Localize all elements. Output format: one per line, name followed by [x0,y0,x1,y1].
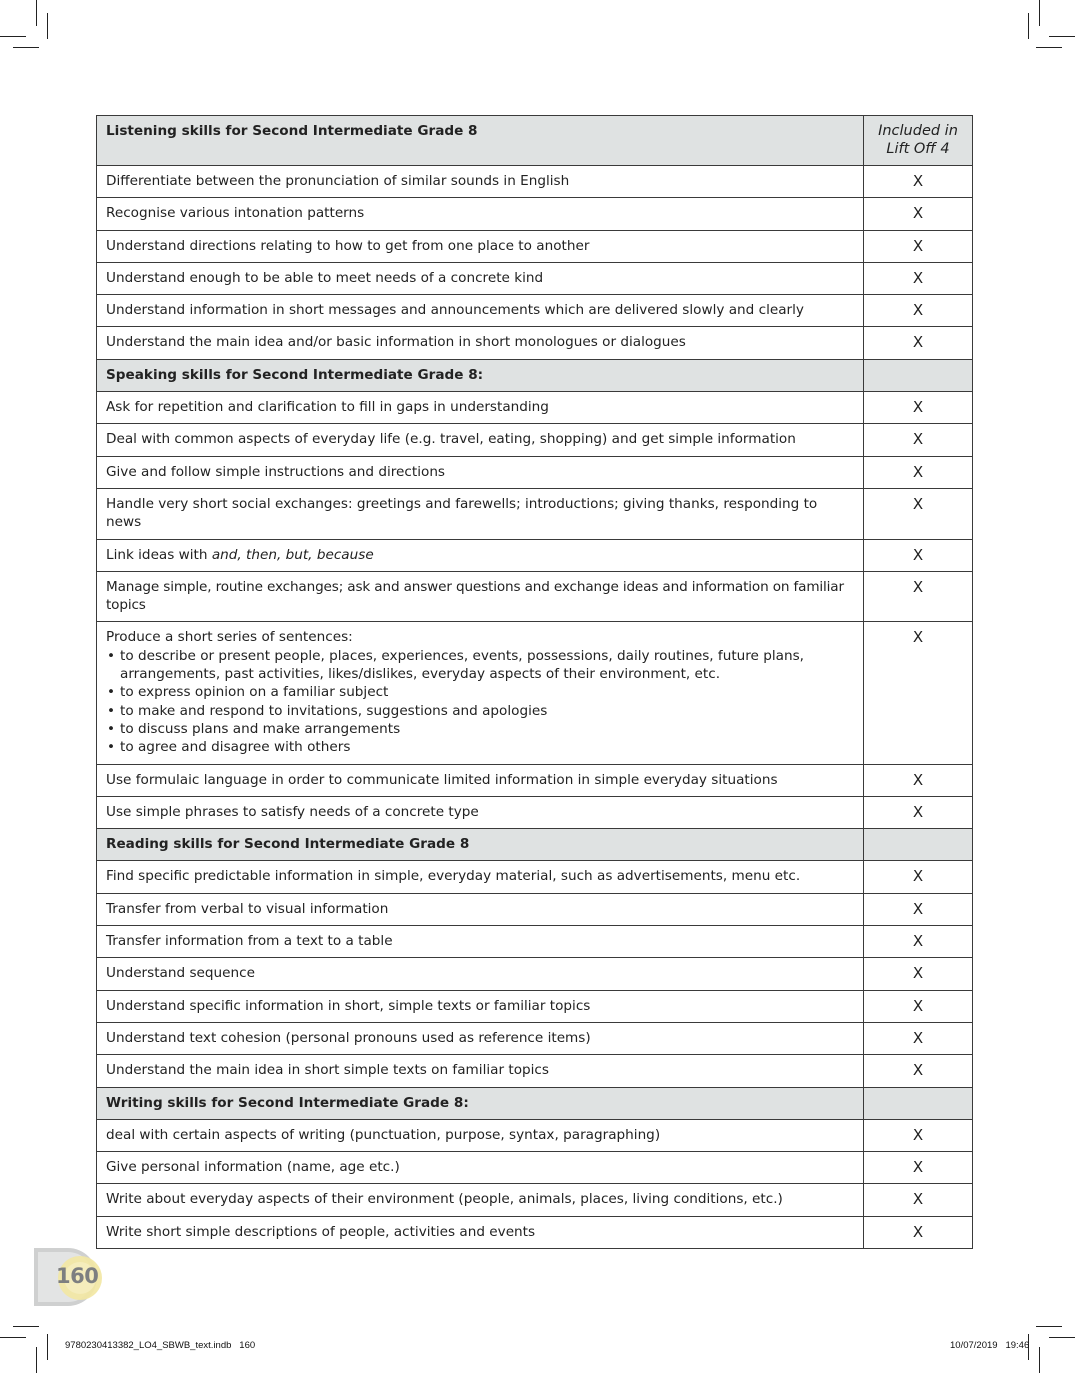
skill-text: Understand specific information in short, simple texts or familiar topics [97,990,864,1022]
bullet-item: • to express opinion on a familiar subject [106,683,854,701]
included-mark: X [864,796,973,828]
included-heading [864,116,973,166]
included-mark: X [864,893,973,925]
crop-mark [1028,13,1029,39]
table-row [97,262,973,294]
produce-bullets [106,647,854,757]
table-row [97,796,973,828]
bullet-item: • to discuss plans and make arrangements [106,720,854,738]
table-row [97,571,973,622]
crop-mark [1039,0,1040,26]
skill-text: Manage simple, routine exchanges; ask and answer questions and exchange ideas and information on familiar topics [97,571,864,622]
crop-mark [0,1337,26,1338]
table-row [97,1055,973,1087]
skill-text: Find specific predictable information in simple, everyday material, such as advertisements, menu etc. [97,861,864,893]
produce-intro: Produce a short series of sentences: [106,629,353,646]
empty-cell [864,359,973,391]
table-row [97,1152,973,1184]
included-mark: X [864,262,973,294]
table-row [97,327,973,359]
table-row [97,539,973,571]
skill-text: Give personal information (name, age etc.) [97,1152,864,1184]
table-row [97,926,973,958]
table-row [97,893,973,925]
table-row [97,488,973,539]
included-mark: X [864,861,973,893]
table-row [97,958,973,990]
crop-mark [0,36,26,37]
section-row-reading [97,829,973,861]
included-mark: X [864,230,973,262]
table-row [97,198,973,230]
skill-text: Recognise various intonation patterns [97,198,864,230]
table-row [97,622,973,764]
table-row [97,456,973,488]
included-mark: X [864,424,973,456]
skill-text: Understand sequence [97,958,864,990]
table-row [97,1022,973,1054]
crop-mark [1049,1337,1075,1338]
table-row [97,295,973,327]
skills-table [96,115,973,1249]
included-mark: X [864,1216,973,1248]
bullet-item: • to describe or present people, places, experiences, events, possessions, daily routines, future plans, arrangements, past activities, likes/dislikes, everyday aspects of their environment, etc. [106,647,854,684]
skill-text: Use formulaic language in order to communicate limited information in simple everyday situations [97,764,864,796]
skill-text: Transfer from verbal to visual information [97,893,864,925]
included-mark: X [864,958,973,990]
included-mark: X [864,1152,973,1184]
crop-mark [1049,36,1075,37]
included-mark: X [864,990,973,1022]
included-mark: X [864,622,973,764]
crop-mark [47,1334,48,1360]
skill-text: Transfer information from a text to a table [97,926,864,958]
included-mark: X [864,198,973,230]
skill-text: Understand information in short messages and announcements which are delivered slowly and clearly [97,295,864,327]
included-line-2: Lift Off 4 [886,141,950,157]
link-prefix: Link ideas with [106,546,212,563]
crop-mark [1039,1347,1040,1373]
page-number: 160 [56,1264,99,1288]
included-mark: X [864,327,973,359]
skill-text: Give and follow simple instructions and directions [97,456,864,488]
included-mark: X [864,764,973,796]
crop-mark [1036,47,1062,48]
skill-text [97,539,864,571]
included-mark: X [864,926,973,958]
skill-text: Handle very short social exchanges: greetings and farewells; introductions; giving thanks, responding to news [97,488,864,539]
included-mark: X [864,1119,973,1151]
included-mark: X [864,1022,973,1054]
table-row [97,424,973,456]
included-line-1: Included in [878,123,958,139]
date-slug: 10/07/2019 19:46 [950,1340,1030,1351]
crop-mark [13,1326,39,1327]
skill-text: Use simple phrases to satisfy needs of a concrete type [97,796,864,828]
skill-text [97,622,864,764]
bullet-item: • to make and respond to invitations, suggestions and apologies [106,702,854,720]
included-mark: X [864,488,973,539]
skill-text: Differentiate between the pronunciation of similar sounds in English [97,166,864,198]
skill-text: Understand the main idea in short simple texts on familiar topics [97,1055,864,1087]
skill-text: Write short simple descriptions of people, activities and events [97,1216,864,1248]
skill-text: Understand enough to be able to meet needs of a concrete kind [97,262,864,294]
crop-mark [47,13,48,39]
included-mark: X [864,539,973,571]
table-row [97,1216,973,1248]
skill-text: Ask for repetition and clarification to fill in gaps in understanding [97,392,864,424]
included-mark: X [864,571,973,622]
skill-text: Deal with common aspects of everyday life (e.g. travel, eating, shopping) and get simple information [97,424,864,456]
listening-heading: Listening skills for Second Intermediate Grade 8 [97,116,864,166]
speaking-heading: Speaking skills for Second Intermediate Grade 8: [97,359,864,391]
crop-mark [36,1347,37,1373]
section-row-writing [97,1087,973,1119]
included-mark: X [864,1184,973,1216]
table-row [97,392,973,424]
included-mark: X [864,456,973,488]
link-words: and, then, but, because [211,546,374,563]
skill-text: Understand text cohesion (personal pronouns used as reference items) [97,1022,864,1054]
table-row [97,1184,973,1216]
section-row-speaking [97,359,973,391]
crop-mark [1036,1326,1062,1327]
empty-cell [864,1087,973,1119]
file-slug: 9780230413382_LO4_SBWB_text.indb 160 [65,1340,256,1351]
included-mark: X [864,295,973,327]
skill-text: Understand directions relating to how to get from one place to another [97,230,864,262]
skill-text: Write about everyday aspects of their environment (people, animals, places, living conditions, etc.) [97,1184,864,1216]
header-row [97,116,973,166]
skill-text: Understand the main idea and/or basic information in short monologues or dialogues [97,327,864,359]
writing-heading: Writing skills for Second Intermediate Grade 8: [97,1087,864,1119]
included-mark: X [864,166,973,198]
table-row [97,990,973,1022]
crop-mark [36,0,37,26]
table-row [97,861,973,893]
included-mark: X [864,392,973,424]
table-row [97,230,973,262]
table-row [97,764,973,796]
table-row [97,1119,973,1151]
empty-cell [864,829,973,861]
table-row [97,166,973,198]
bullet-item: • to agree and disagree with others [106,738,854,756]
included-mark: X [864,1055,973,1087]
reading-heading: Reading skills for Second Intermediate Grade 8 [97,829,864,861]
crop-mark [13,47,39,48]
skill-text: deal with certain aspects of writing (punctuation, purpose, syntax, paragraphing) [97,1119,864,1151]
